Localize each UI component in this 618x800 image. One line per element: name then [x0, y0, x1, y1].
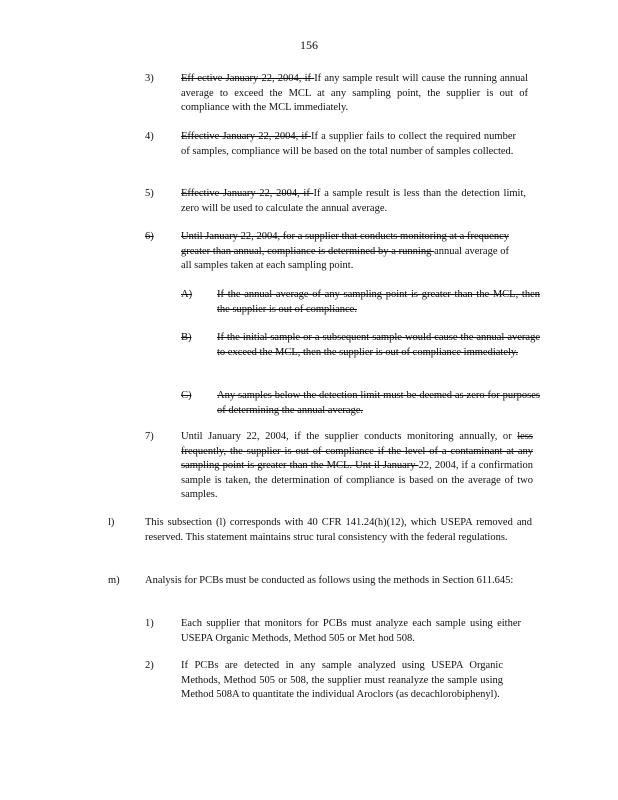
struck-text: If the initial sample or a subsequent sample would cause the annual average to exceed the MCL, then the supplier is out of compliance immediately. [217, 332, 540, 358]
item-text [181, 187, 526, 216]
struck-text: less frequently, the supplier is out of compliance if the level of a contaminant at any sampling point is greater than the MCL. Unt il January [181, 431, 533, 472]
text-segment: annual average of all samples taken at each sampling point. [181, 245, 509, 272]
page-number: 156 [300, 38, 318, 52]
item-text [181, 659, 503, 703]
item-label: 3) [145, 73, 154, 84]
item-label: 2) [145, 660, 154, 671]
item-text [181, 130, 516, 159]
text-segment: If a sample result is less than the detection limit, zero will be used to calculate the annual average. [181, 188, 526, 214]
item-text [217, 331, 540, 360]
item-text [145, 574, 525, 589]
item-text [181, 230, 509, 274]
item-label: l) [108, 517, 115, 528]
text-segment: If a supplier fails to collect the required number of samples, compliance will be based on the total number of samples collected. [181, 131, 516, 157]
item-text [181, 617, 521, 646]
item-text [217, 288, 540, 317]
text-segment: Until January 22, 2004, if the supplier conducts monitoring annually, or [181, 431, 518, 442]
struck-text: Eff ective January 22, 2004, if [181, 73, 315, 84]
item-label: A) [181, 289, 193, 300]
item-text [181, 430, 533, 503]
item-label: 1) [145, 618, 154, 629]
item-text [181, 72, 528, 116]
text-segment: If any sample result will cause the running annual average to exceed the MCL at any sampling point, the supplier is out of compliance with the MCL immediately. [181, 73, 528, 114]
item-text [217, 389, 540, 418]
text-segment: This subsection (l) corresponds with 40 CFR 141.24(h)(12), which USEPA removed and reserved. This statement maintains struc tural consistency with the federal regulations. [145, 517, 532, 543]
text-segment: Each supplier that monitors for PCBs must analyze each sample using either USEPA Organic Methods, Method 505 or Met hod 508. [181, 618, 521, 644]
item-label: C) [181, 390, 192, 401]
struck-text: Until January 22, 2004, for a supplier that conducts monitoring at a frequency greater than annual, compliance is determined by a running [181, 231, 509, 257]
item-label: B) [181, 332, 192, 343]
item-label: 6) [145, 231, 154, 242]
struck-text: Effective January 22, 2004, if [181, 188, 314, 199]
text-segment: 22, 2004, if a confirmation sample is taken, the determination of compliance is based on the average of two samples. [181, 460, 534, 501]
item-label: 7) [145, 431, 154, 442]
text-segment: If PCBs are detected in any sample analyzed using USEPA Organic Methods, Method 505 or 508, the supplier must reanalyze the sample using Method 508A to quantitate the individual Aroclors (as decachlorobiphenyl). [181, 660, 503, 701]
text-segment: Analysis for PCBs must be conducted as follows using the methods in Section 611.645: [145, 575, 514, 586]
struck-text: Any samples below the detection limit must be deemed as zero for purposes of determining the annual average. [217, 390, 540, 416]
struck-text: If the annual average of any sampling point is greater than the MCL, then the supplier is out of compliance. [217, 289, 540, 315]
item-text [145, 516, 532, 545]
item-label: 4) [145, 131, 154, 142]
struck-text: Effective January 22, 2004, if [181, 131, 311, 142]
item-label: 5) [145, 188, 154, 199]
item-label: m) [108, 575, 120, 586]
